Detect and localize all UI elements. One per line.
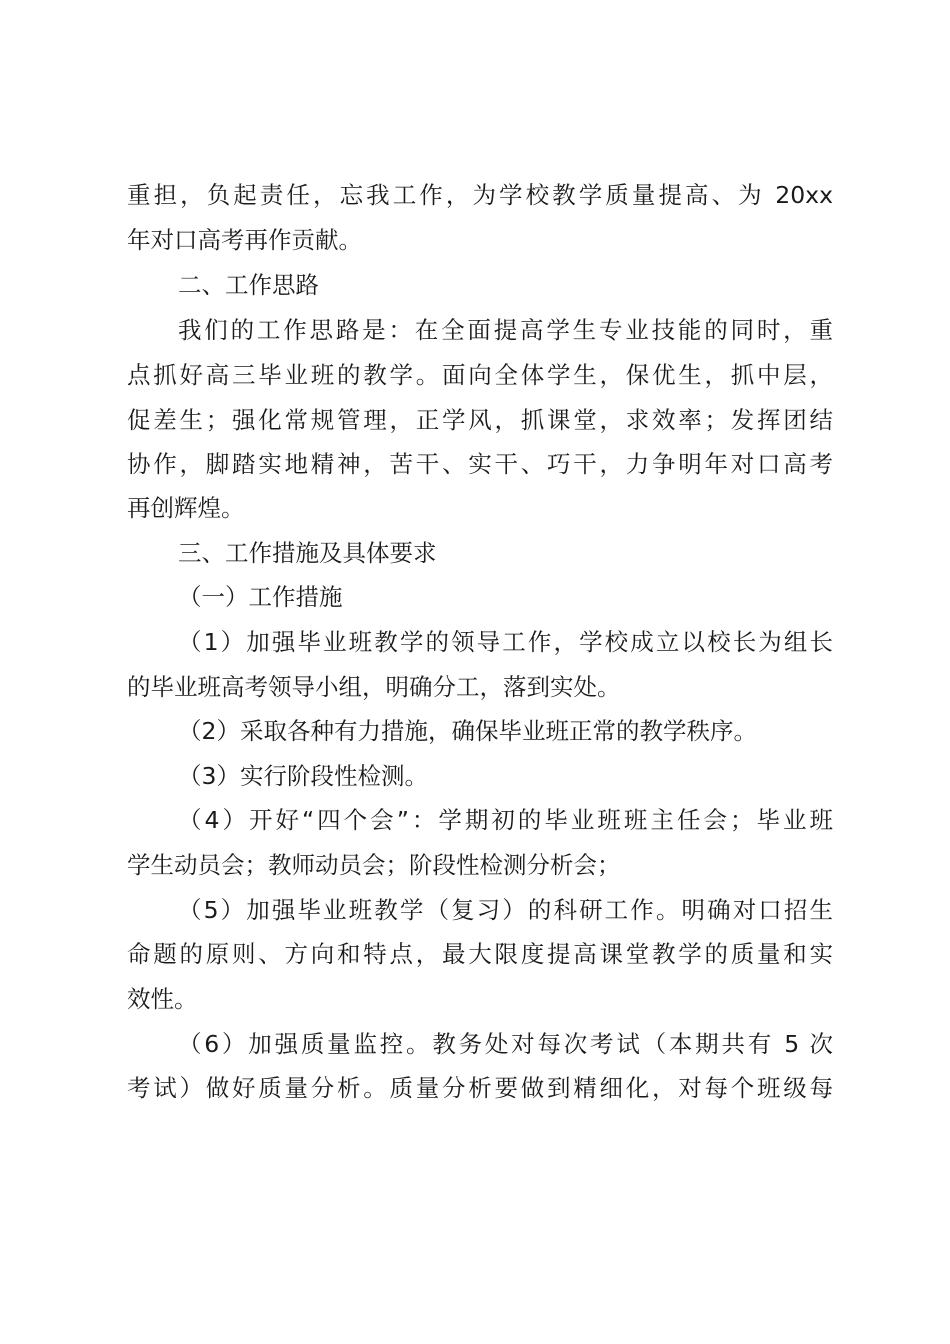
text-line-14: （3）实行阶段性检测。 xyxy=(178,762,428,790)
text-line-8: 再创辉煌。 xyxy=(127,494,245,522)
text-line-20: （6）加强质量监控。教务处对每次考试（本期共有 5 次 xyxy=(178,1030,833,1058)
text-line-15: （4）开好“四个会”：学期初的毕业班班主任会；毕业班 xyxy=(178,806,833,834)
text-line-18: 命题的原则、方向和特点，最大限度提高课堂教学的质量和实 xyxy=(127,940,833,968)
text-line-16: 学生动员会；教师动员会；阶段性检测分析会； xyxy=(127,851,621,879)
section-heading-3: 三、工作措施及具体要求 xyxy=(178,539,437,567)
text-line-12: 的毕业班高考领导小组，明确分工，落到实处。 xyxy=(127,673,621,701)
text-line-13: （2）采取各种有力措施，确保毕业班正常的教学秩序。 xyxy=(178,717,757,745)
text-line-4: 我们的工作思路是：在全面提高学生专业技能的同时，重 xyxy=(178,316,833,344)
text-line-2: 年对口高考再作贡献。 xyxy=(127,226,362,254)
subsection-heading: （一）工作措施 xyxy=(178,583,343,611)
section-heading-2: 二、工作思路 xyxy=(178,271,319,299)
text-line-21: 考试）做好质量分析。质量分析要做到精细化，对每个班级每 xyxy=(127,1074,833,1102)
text-line-7: 协作，脚踏实地精神，苦干、实干、巧干，力争明年对口高考 xyxy=(127,450,833,478)
text-line-1: 重担，负起责任，忘我工作，为学校教学质量提高、为 20xx xyxy=(127,181,833,209)
text-line-6: 促差生；强化常规管理，正学风，抓课堂，求效率；发挥团结 xyxy=(127,406,833,434)
text-line-11: （1）加强毕业班教学的领导工作，学校成立以校长为组长 xyxy=(178,628,833,656)
text-line-17: （5）加强毕业班教学（复习）的科研工作。明确对口招生 xyxy=(178,896,833,924)
text-line-5: 点抓好高三毕业班的教学。面向全体学生，保优生，抓中层， xyxy=(127,361,833,389)
text-line-19: 效性。 xyxy=(127,985,198,1013)
